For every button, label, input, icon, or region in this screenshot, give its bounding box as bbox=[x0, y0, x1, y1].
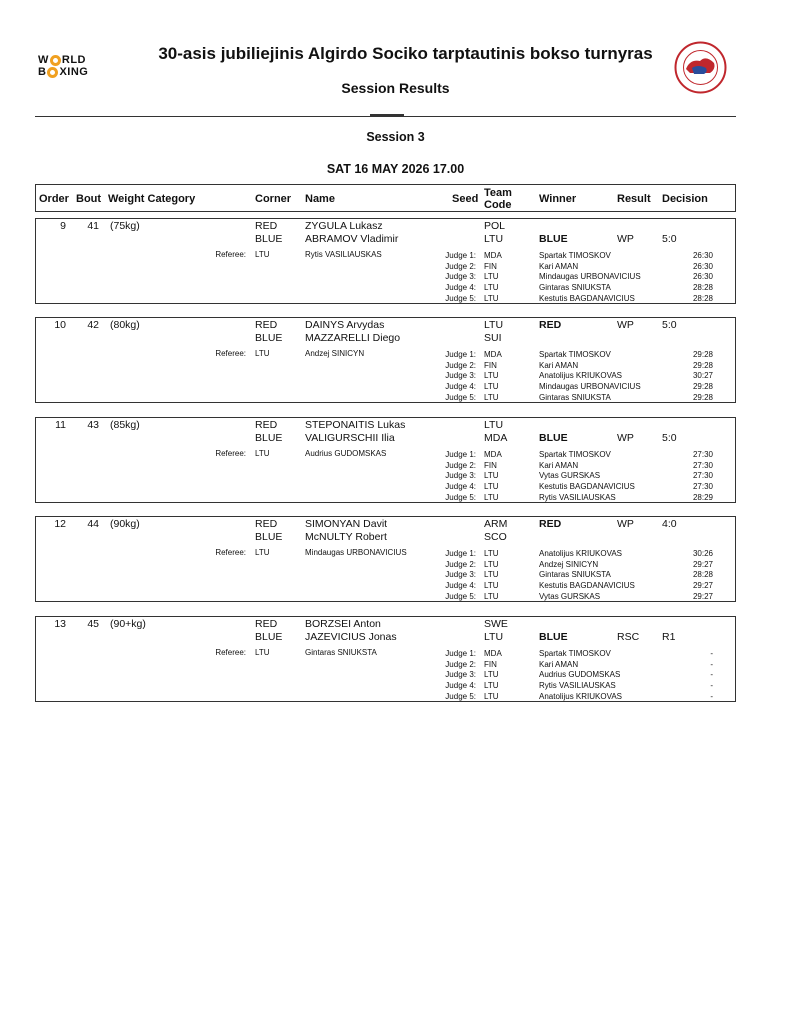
col-team-code bbox=[484, 187, 512, 211]
weight-category: (90kg) bbox=[110, 518, 140, 530]
corner-blue: BLUE bbox=[255, 631, 283, 643]
judge-score: 28:28 bbox=[692, 283, 713, 293]
red-boxer-name: ZYGULA Lukasz bbox=[305, 220, 383, 232]
col-order: Order bbox=[39, 193, 69, 205]
winner-corner: RED bbox=[539, 518, 562, 530]
judge-score: - bbox=[710, 659, 713, 669]
judge-label: Judge 1: bbox=[445, 349, 476, 359]
corner-red: RED bbox=[255, 618, 278, 630]
judge-score: 28:28 bbox=[692, 294, 713, 303]
weight-category: (80kg) bbox=[110, 319, 140, 331]
logo-letters: RLD bbox=[61, 54, 86, 66]
bout-order: 9 bbox=[60, 220, 66, 232]
judge-score: 29:28 bbox=[692, 393, 713, 402]
referee-name: Rytis VASILIAUSKAS bbox=[305, 250, 382, 259]
col-winner: Winner bbox=[539, 193, 577, 205]
judge-score: - bbox=[710, 670, 713, 680]
judge-label: Judge 3: bbox=[445, 570, 476, 580]
bout-number: 42 bbox=[87, 319, 99, 331]
col-decision: Decision bbox=[662, 193, 708, 205]
red-team-code: ARM bbox=[484, 518, 508, 530]
judge-name: Anatolijus KRIUKOVAS bbox=[539, 371, 622, 381]
corner-red: RED bbox=[255, 518, 278, 530]
col-weight: Weight Category bbox=[108, 193, 196, 205]
judge-team: FIN bbox=[484, 360, 497, 370]
judge-label: Judge 2: bbox=[445, 360, 476, 370]
blue-team-code: SCO bbox=[484, 531, 507, 543]
judge-team: LTU bbox=[484, 493, 499, 502]
referee-name: Audrius GUDOMSKAS bbox=[305, 449, 387, 458]
session-datetime: SAT 16 MAY 2026 17.00 bbox=[326, 162, 465, 176]
judge-name: Mindaugas URBONAVICIUS bbox=[539, 272, 641, 282]
decision-score: 4:0 bbox=[662, 518, 677, 530]
result-type: WP bbox=[617, 518, 634, 530]
bout-block bbox=[35, 317, 736, 403]
judge-team: MDA bbox=[484, 648, 502, 658]
judge-label: Judge 3: bbox=[445, 471, 476, 481]
judge-name: Kari AMAN bbox=[539, 360, 579, 370]
judge-score: 29:28 bbox=[692, 382, 713, 392]
judge-label: Judge 3: bbox=[445, 670, 476, 680]
judge-score: 29:28 bbox=[692, 349, 713, 359]
col-team-label: Team bbox=[484, 187, 512, 199]
judge-label: Judge 4: bbox=[445, 382, 476, 392]
judge-name: Rytis VASILIAUSKAS bbox=[539, 681, 616, 691]
judge-score: 28:28 bbox=[692, 570, 713, 580]
decision-score: 5:0 bbox=[662, 319, 677, 331]
judge-name: Vytas GURSKAS bbox=[539, 592, 601, 601]
judge-team: LTU bbox=[484, 592, 499, 601]
judge-label: Judge 5: bbox=[445, 592, 476, 601]
referee-name: Mindaugas URBONAVICIUS bbox=[305, 548, 407, 557]
logo-ring-icon bbox=[47, 67, 58, 78]
judge-label: Judge 5: bbox=[445, 393, 476, 402]
red-team-code: LTU bbox=[484, 419, 504, 431]
judge-score: 29:27 bbox=[692, 592, 713, 601]
blue-team-code: LTU bbox=[484, 631, 504, 643]
judge-team: LTU bbox=[484, 382, 499, 392]
col-name: Name bbox=[305, 193, 335, 205]
col-corner: Corner bbox=[255, 193, 292, 205]
judge-name: Kestutis BAGDANAVICIUS bbox=[539, 482, 635, 492]
logo-letters: XING bbox=[59, 66, 89, 78]
referee-label: Referee: bbox=[215, 349, 246, 358]
judge-score: 30:27 bbox=[692, 371, 713, 381]
decision-score: 5:0 bbox=[662, 233, 677, 245]
referee-label: Referee: bbox=[215, 449, 246, 458]
judge-team: LTU bbox=[484, 670, 499, 680]
weight-category: (85kg) bbox=[110, 419, 140, 431]
judge-score: - bbox=[710, 681, 713, 691]
col-seed: Seed bbox=[452, 193, 479, 205]
judge-name: Kari AMAN bbox=[539, 460, 579, 470]
decision-score: R1 bbox=[662, 631, 676, 643]
blue-team-code: MDA bbox=[484, 432, 508, 444]
judge-team: MDA bbox=[484, 250, 502, 260]
referee-label: Referee: bbox=[215, 250, 246, 259]
judge-score: - bbox=[710, 648, 713, 658]
results-table-header bbox=[35, 184, 736, 212]
bout-block bbox=[35, 616, 736, 702]
judge-name: Vytas GURSKAS bbox=[539, 471, 601, 481]
logo-letter: W bbox=[38, 54, 49, 66]
red-boxer-name: SIMONYAN Davit bbox=[305, 518, 388, 530]
divider bbox=[35, 116, 736, 117]
judge-name: Kestutis BAGDANAVICIUS bbox=[539, 581, 635, 591]
blue-boxer-name: VALIGURSCHII Ilia bbox=[305, 432, 395, 444]
blue-boxer-name: McNULTY Robert bbox=[305, 531, 387, 543]
blue-boxer-name: ABRAMOV Vladimir bbox=[305, 233, 399, 245]
red-team-code: POL bbox=[484, 220, 506, 232]
corner-blue: BLUE bbox=[255, 233, 283, 245]
bout-order: 10 bbox=[54, 319, 66, 331]
judge-label: Judge 5: bbox=[445, 493, 476, 502]
judge-score: - bbox=[710, 692, 713, 701]
referee-label: Referee: bbox=[215, 648, 246, 657]
judge-name: Kestutis BAGDANAVICIUS bbox=[539, 294, 635, 303]
bout-block bbox=[35, 218, 736, 304]
judge-team: FIN bbox=[484, 460, 497, 470]
red-team-code: LTU bbox=[484, 319, 504, 331]
judge-name: Spartak TIMOSKOV bbox=[539, 648, 611, 658]
judge-name: Andzej SINICYN bbox=[539, 559, 599, 569]
judge-score: 26:30 bbox=[692, 261, 713, 271]
judge-name: Spartak TIMOSKOV bbox=[539, 250, 611, 260]
judge-label: Judge 2: bbox=[445, 460, 476, 470]
winner-corner: RED bbox=[539, 319, 562, 331]
col-result: Result bbox=[617, 193, 651, 205]
col-code-label: Code bbox=[484, 199, 512, 211]
judge-label: Judge 5: bbox=[445, 294, 476, 303]
judge-score: 28:29 bbox=[692, 493, 713, 502]
bout-order: 13 bbox=[54, 618, 66, 630]
judge-label: Judge 4: bbox=[445, 283, 476, 293]
bout-block bbox=[35, 516, 736, 602]
judge-team: FIN bbox=[484, 659, 497, 669]
corner-red: RED bbox=[255, 419, 278, 431]
judge-label: Judge 1: bbox=[445, 449, 476, 459]
judge-label: Judge 5: bbox=[445, 692, 476, 701]
referee-label: Referee: bbox=[215, 548, 246, 557]
red-boxer-name: DAINYS Arvydas bbox=[305, 319, 385, 331]
bout-number: 43 bbox=[87, 419, 99, 431]
referee-team: LTU bbox=[255, 449, 270, 458]
judge-name: Anatolijus KRIUKOVAS bbox=[539, 692, 622, 701]
judge-team: LTU bbox=[484, 482, 499, 492]
blue-team-code: LTU bbox=[484, 233, 504, 245]
judge-label: Judge 2: bbox=[445, 559, 476, 569]
winner-corner: BLUE bbox=[539, 631, 568, 643]
judge-team: LTU bbox=[484, 471, 499, 481]
bout-order: 11 bbox=[55, 419, 66, 431]
judge-label: Judge 2: bbox=[445, 659, 476, 669]
page-subtitle: Session Results bbox=[341, 80, 450, 96]
judge-score: 27:30 bbox=[692, 460, 713, 470]
judge-team: MDA bbox=[484, 349, 502, 359]
judge-team: LTU bbox=[484, 681, 499, 691]
weight-category: (90+kg) bbox=[110, 618, 146, 630]
judge-score: 30:26 bbox=[692, 548, 713, 558]
session-label: Session 3 bbox=[366, 130, 425, 144]
judge-name: Kari AMAN bbox=[539, 261, 579, 271]
judge-team: LTU bbox=[484, 294, 499, 303]
judge-label: Judge 4: bbox=[445, 581, 476, 591]
referee-team: LTU bbox=[255, 349, 270, 358]
bout-number: 45 bbox=[87, 618, 99, 630]
judge-team: LTU bbox=[484, 393, 499, 402]
judge-name: Anatolijus KRIUKOVAS bbox=[539, 548, 622, 558]
judge-score: 27:30 bbox=[692, 471, 713, 481]
judge-score: 26:30 bbox=[692, 250, 713, 260]
judge-score: 29:27 bbox=[692, 581, 713, 591]
judge-name: Spartak TIMOSKOV bbox=[539, 449, 611, 459]
judge-label: Judge 3: bbox=[445, 272, 476, 282]
judge-team: LTU bbox=[484, 559, 499, 569]
judge-team: MDA bbox=[484, 449, 502, 459]
judge-score: 29:27 bbox=[692, 559, 713, 569]
divider-mark bbox=[370, 114, 404, 116]
col-bout: Bout bbox=[76, 193, 102, 205]
judge-team: FIN bbox=[484, 261, 497, 271]
referee-team: LTU bbox=[255, 648, 270, 657]
judge-team: LTU bbox=[484, 272, 499, 282]
judge-score: 26:30 bbox=[692, 272, 713, 282]
judge-name: Gintaras SNIUKSTA bbox=[539, 283, 611, 293]
weight-category: (75kg) bbox=[110, 220, 140, 232]
judge-label: Judge 4: bbox=[445, 681, 476, 691]
judge-score: 27:30 bbox=[692, 449, 713, 459]
judge-name: Audrius GUDOMSKAS bbox=[539, 670, 621, 680]
judge-label: Judge 1: bbox=[445, 648, 476, 658]
corner-red: RED bbox=[255, 220, 278, 232]
judge-label: Judge 1: bbox=[445, 250, 476, 260]
page-title: 30-asis jubiliejinis Algirdo Sociko tarptautinis bokso turnyras bbox=[158, 44, 653, 63]
bout-number: 41 bbox=[87, 220, 99, 232]
judge-name: Rytis VASILIAUSKAS bbox=[539, 493, 616, 502]
judge-name: Gintaras SNIUKSTA bbox=[539, 570, 611, 580]
corner-blue: BLUE bbox=[255, 432, 283, 444]
result-type: WP bbox=[617, 319, 634, 331]
result-type: WP bbox=[617, 432, 634, 444]
winner-corner: BLUE bbox=[539, 233, 568, 245]
judge-name: Kari AMAN bbox=[539, 659, 579, 669]
judge-team: LTU bbox=[484, 371, 499, 381]
bout-block bbox=[35, 417, 736, 503]
referee-name: Andzej SINICYN bbox=[305, 349, 365, 358]
logo-letter: B bbox=[38, 66, 47, 78]
result-type: WP bbox=[617, 233, 634, 245]
judge-label: Judge 3: bbox=[445, 371, 476, 381]
blue-boxer-name: MAZZARELLI Diego bbox=[305, 332, 401, 344]
judge-name: Mindaugas URBONAVICIUS bbox=[539, 382, 641, 392]
corner-blue: BLUE bbox=[255, 332, 283, 344]
referee-team: LTU bbox=[255, 250, 270, 259]
winner-corner: BLUE bbox=[539, 432, 568, 444]
blue-boxer-name: JAZEVICIUS Jonas bbox=[305, 631, 397, 643]
judge-team: LTU bbox=[484, 581, 499, 591]
bout-number: 44 bbox=[87, 518, 99, 530]
judge-name: Gintaras SNIUKSTA bbox=[539, 393, 611, 402]
judge-score: 27:30 bbox=[692, 482, 713, 492]
referee-team: LTU bbox=[255, 548, 270, 557]
red-team-code: SWE bbox=[484, 618, 508, 630]
corner-red: RED bbox=[255, 319, 278, 331]
blue-team-code: SUI bbox=[484, 332, 502, 344]
red-boxer-name: STEPONAITIS Lukas bbox=[305, 419, 406, 431]
red-boxer-name: BORZSEI Anton bbox=[305, 618, 381, 630]
corner-blue: BLUE bbox=[255, 531, 283, 543]
judge-team: LTU bbox=[484, 570, 499, 580]
judge-team: LTU bbox=[484, 548, 499, 558]
bout-order: 12 bbox=[54, 518, 66, 530]
judge-label: Judge 2: bbox=[445, 261, 476, 271]
judge-name: Spartak TIMOSKOV bbox=[539, 349, 611, 359]
judge-label: Judge 1: bbox=[445, 548, 476, 558]
judge-label: Judge 4: bbox=[445, 482, 476, 492]
result-type: RSC bbox=[617, 631, 640, 643]
referee-name: Gintaras SNIUKSTA bbox=[305, 648, 377, 657]
decision-score: 5:0 bbox=[662, 432, 677, 444]
judge-team: LTU bbox=[484, 692, 499, 701]
judge-score: 29:28 bbox=[692, 360, 713, 370]
judge-team: LTU bbox=[484, 283, 499, 293]
